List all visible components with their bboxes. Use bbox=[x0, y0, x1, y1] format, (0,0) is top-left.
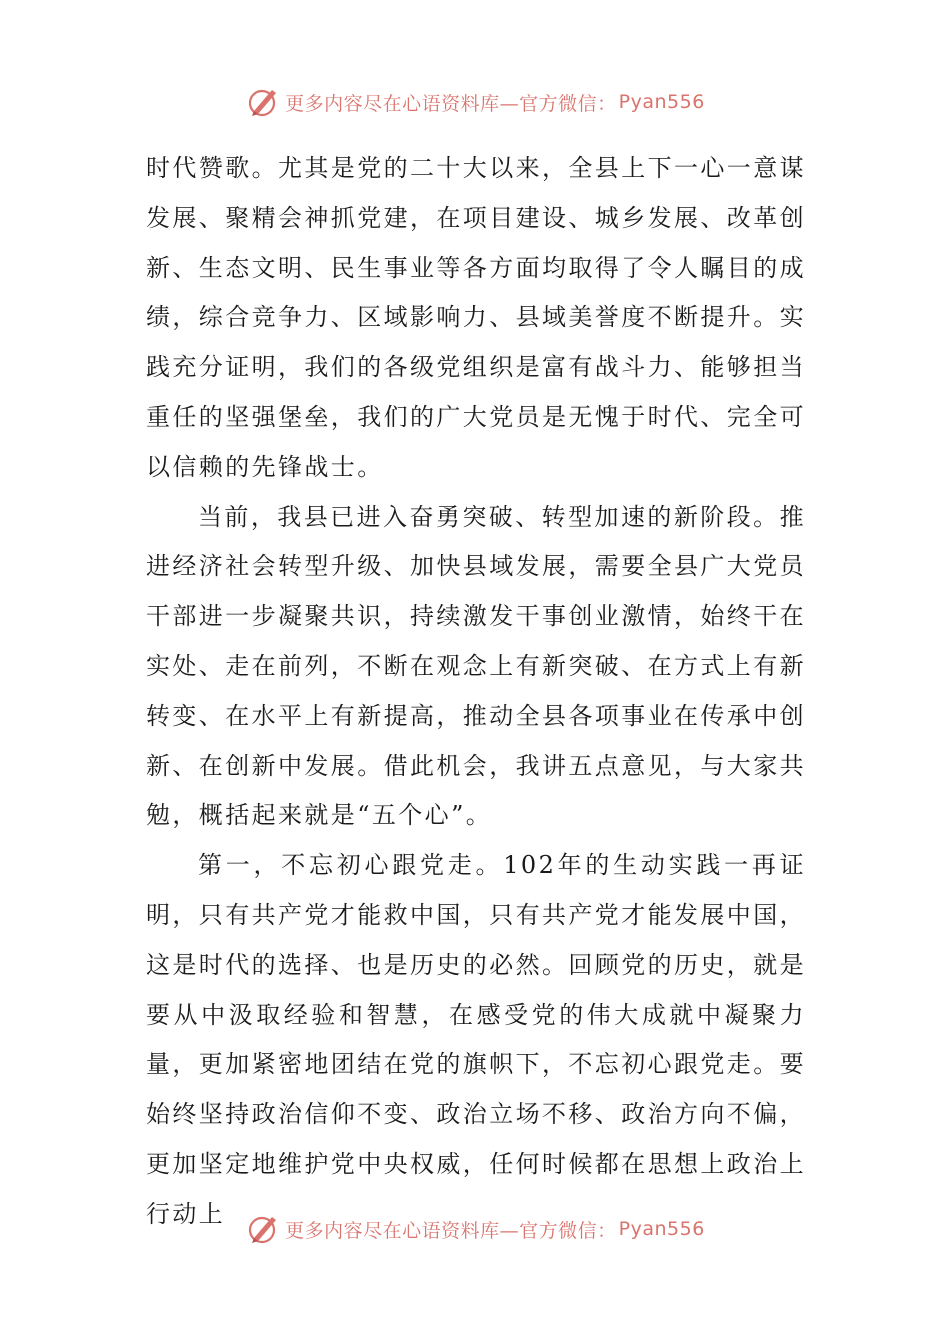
document-body bbox=[146, 144, 806, 1240]
paragraph: 当前，我县已进入奋勇突破、转型加速的新阶段。推进经济社会转型升级、加快县域发展，需要全县广大党员干部进一步凝聚共识，持续激发干事创业激情，始终干在实处、走在前列，不断在观念上有新突破、在方式上有新转变、在水平上有新提高，推动全县各项事业在传承中创新、在创新中发展。借此机会，我讲五点意见，与大家共勉，概括起来就是“五个心”。 bbox=[146, 502, 806, 830]
header-watermark bbox=[0, 82, 950, 122]
pen-logo-icon bbox=[245, 84, 281, 120]
pen-logo-icon bbox=[245, 1211, 281, 1247]
watermark-wechat-id: Pyan556 bbox=[618, 1218, 705, 1240]
watermark-wechat-id: Pyan556 bbox=[618, 91, 705, 113]
watermark-text: 更多内容尽在心语资料库—官方微信： bbox=[285, 92, 617, 115]
paragraph: 时代赞歌。尤其是党的二十大以来，全县上下一心一意谋发展、聚精会神抓党建，在项目建设、城乡发展、改革创新、生态文明、民生事业等各方面均取得了令人瞩目的成绩，综合竞争力、区域影响力、县域美誉度不断提升。实践充分证明，我们的各级党组织是富有战斗力、能够担当重任的坚强堡垒，我们的广大党员是无愧于时代、完全可以信赖的先锋战士。 bbox=[146, 154, 806, 481]
footer-watermark bbox=[0, 1209, 950, 1249]
paragraph: 第一，不忘初心跟党走。102年的生动实践一再证明，只有共产党才能救中国，只有共产党才能发展中国，这是时代的选择、也是历史的必然。回顾党的历史，就是要从中汲取经验和智慧，在感受党的伟大成就中凝聚力量，更加紧密地团结在党的旗帜下，不忘初心跟党走。要始终坚持政治信仰不变、政治立场不移、政治方向不偏，更加坚定地维护党中央权威，任何时候都在思想上政治上行动上 bbox=[146, 851, 806, 1228]
watermark-text: 更多内容尽在心语资料库—官方微信： bbox=[285, 1219, 617, 1242]
